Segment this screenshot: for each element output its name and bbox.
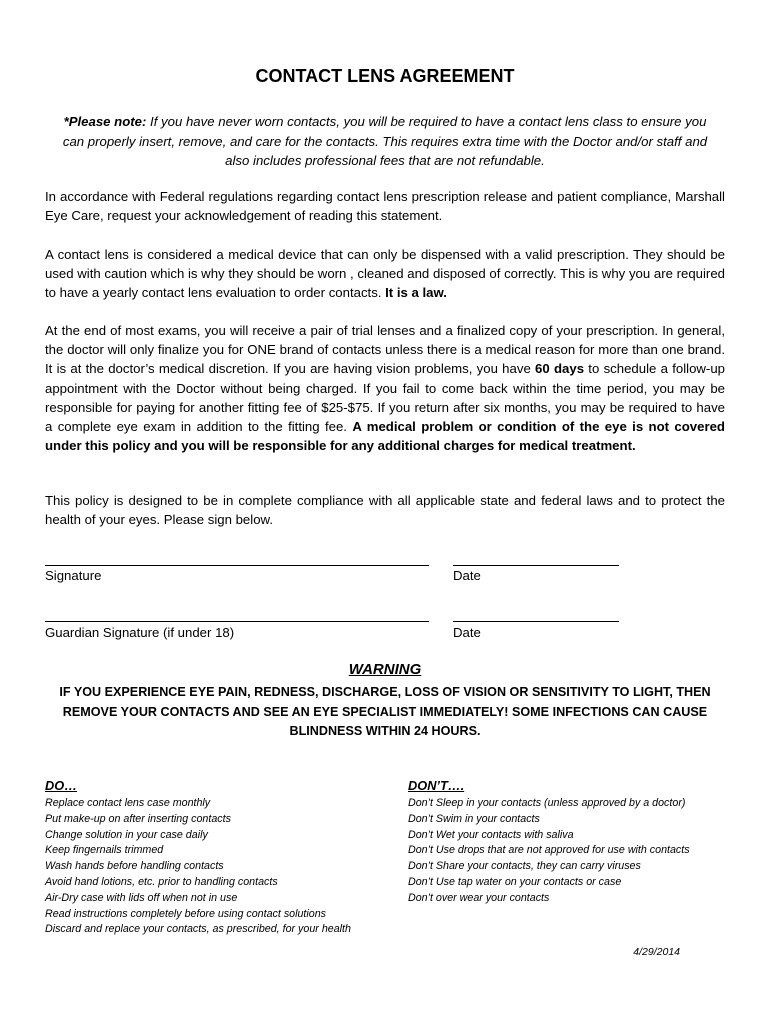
trial-lenses-text-a: At the end of most exams, you will receive a pair of trial lenses and a finalized copy of your prescription. In general, the doctor will only finalize you for ONE brand of contacts unless there is a medical reason for more than one brand. It is at the doctor’s medical discretion. If you are having vision problems, you have bbox=[45, 323, 725, 377]
dont-item: Don’t Use tap water on your contacts or case bbox=[408, 875, 622, 888]
page-title: CONTACT LENS AGREEMENT bbox=[255, 66, 515, 86]
law-statement: It is a law. bbox=[385, 285, 447, 301]
do-item: Change solution in your case daily bbox=[45, 828, 208, 841]
federal-regulations-paragraph: In accordance with Federal regulations regarding contact lens prescription release and patient compliance, Marshall Eye Care, request your acknowledgement of reading this statement. bbox=[45, 189, 725, 224]
warning-title: WARNING bbox=[348, 661, 422, 678]
do-item: Keep fingernails trimmed bbox=[45, 844, 164, 857]
signature-date-label: Date bbox=[453, 568, 481, 583]
note-lead: *Please note: bbox=[63, 114, 147, 129]
guardian-signature-line[interactable] bbox=[45, 621, 429, 622]
policy-compliance-paragraph: This policy is designed to be in complete compliance with all applicable state and federal laws and to protect the health of your eyes. Please sign below. bbox=[45, 493, 725, 528]
do-item: Read instructions completely before using contact solutions bbox=[45, 907, 326, 920]
medical-device-paragraph bbox=[45, 245, 725, 303]
dont-item: Don’t Swim in your contacts bbox=[408, 812, 540, 825]
guardian-date-label: Date bbox=[453, 625, 481, 640]
trial-lenses-text-b: to schedule a follow-up appointment with the Doctor without being charged. If you fail to come back within the time period, you may be responsible for paying for another fitting fee of $25-$75. If you return after six months, you may be required to have a complete eye exam in addition to the fitting fee. bbox=[45, 361, 725, 435]
guardian-date-line[interactable] bbox=[453, 621, 619, 622]
do-item: Wash hands before handling contacts bbox=[45, 860, 224, 873]
warning-text: IF YOU EXPERIENCE EYE PAIN, REDNESS, DISCHARGE, LOSS OF VISION OR SENSITIVITY TO LIGHT, THEN REMOVE YOUR CONTACTS AND SEE AN EYE SPECIALIST IMMEDIATELY! SOME INFECTIONS CAN CAUSE BLINDNESS WITHIN 24 HOURS. bbox=[59, 685, 711, 738]
do-item: Put make-up on after inserting contacts bbox=[45, 812, 231, 825]
medical-problem-statement: A medical problem or condition of the eye is not covered under this policy and you will be responsible for any additional charges for medical treatment. bbox=[45, 419, 725, 454]
do-heading: DO… bbox=[45, 778, 77, 793]
do-item: Discard and replace your contacts, as prescribed, for your health bbox=[45, 923, 351, 936]
do-item: Avoid hand lotions, etc. prior to handling contacts bbox=[45, 875, 278, 888]
do-item: Air-Dry case with lids off when not in use bbox=[45, 891, 238, 904]
dont-item: Don’t Use drops that are not approved for use with contacts bbox=[408, 844, 690, 857]
signature-line[interactable] bbox=[45, 565, 429, 566]
signature-label: Signature bbox=[45, 568, 102, 583]
dont-heading: DON’T…. bbox=[408, 778, 465, 793]
do-list bbox=[45, 796, 351, 938]
trial-lenses-paragraph bbox=[45, 321, 725, 455]
medical-device-text: A contact lens is considered a medical device that can only be dispensed with a valid prescription. They should be used with caution which is why they should be worn , cleaned and disposed of correctly. This is why you are required to have a yearly contact lens evaluation to order contacts. bbox=[45, 247, 725, 301]
dont-item: Don’t Sleep in your contacts (unless approved by a doctor) bbox=[408, 797, 686, 809]
do-item: Replace contact lens case monthly bbox=[45, 797, 211, 809]
dont-list bbox=[408, 796, 690, 907]
note-text: If you have never worn contacts, you will be required to have a contact lens class to ensure you can properly insert, remove, and care for the contacts. This requires extra time with the Doctor and/or staff and also includes professional fees that are not refundable. bbox=[62, 114, 708, 168]
dont-item: Don’t Share your contacts, they can carry viruses bbox=[408, 860, 641, 873]
dont-item: Don’t Wet your contacts with saliva bbox=[408, 828, 574, 841]
dont-item: Don’t over wear your contacts bbox=[408, 891, 550, 904]
signature-date-line[interactable] bbox=[453, 565, 619, 566]
guardian-signature-label: Guardian Signature (if under 18) bbox=[45, 625, 235, 640]
footer-date: 4/29/2014 bbox=[633, 946, 680, 958]
note-paragraph bbox=[52, 112, 718, 171]
days-highlight: 60 days bbox=[535, 361, 585, 377]
